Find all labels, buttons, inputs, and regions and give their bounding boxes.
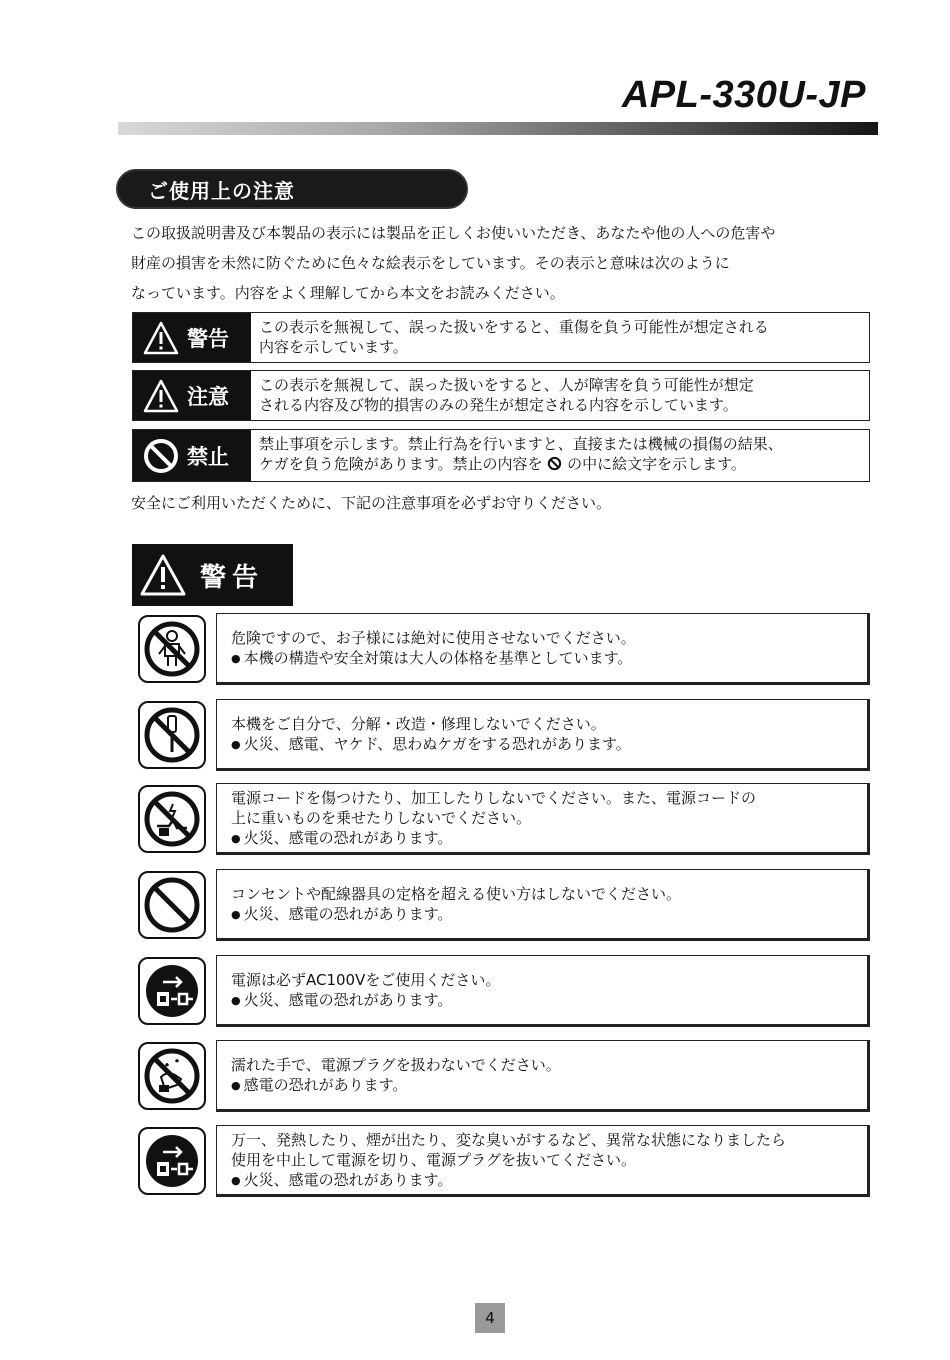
item-text-line: 本機をご自分で、分解・改造・修理しないでください。 bbox=[231, 714, 606, 733]
warning-item bbox=[138, 613, 870, 685]
unplug-icon bbox=[143, 1132, 201, 1190]
item-text-line: 電源は必ずAC100Vをご使用ください。 bbox=[231, 970, 501, 989]
warning-item-text bbox=[216, 699, 870, 771]
warning-item-icon-box bbox=[138, 957, 206, 1025]
warning-item-icon-box bbox=[138, 615, 206, 683]
legend-line: 禁止事項を示します。禁止行為を行いますと、直接または機械の損傷の結果、 bbox=[259, 435, 783, 453]
item-bullet-line: ● 火災、感電の恐れがあります。 bbox=[231, 1170, 853, 1191]
item-bullet-line: ● 本機の構造や安全対策は大人の体格を基準としています。 bbox=[231, 648, 853, 669]
warning-item-text bbox=[216, 1125, 870, 1197]
warning-item-icon-box bbox=[138, 785, 206, 853]
warning-item-text bbox=[216, 783, 870, 855]
legend-prohibited bbox=[132, 429, 870, 482]
warning-item bbox=[138, 699, 870, 771]
legend-warning-label: 警告 bbox=[187, 326, 229, 351]
legend-warning bbox=[132, 312, 870, 363]
no-disassembly-icon bbox=[143, 706, 201, 764]
warning-item bbox=[138, 869, 870, 941]
legend-prohibited-text bbox=[249, 430, 869, 481]
warning-section-label: 警告 bbox=[200, 562, 265, 593]
legend-prohibited-label: 禁止 bbox=[187, 444, 229, 469]
warning-item-text bbox=[216, 955, 870, 1027]
caution-triangle-icon bbox=[143, 379, 179, 413]
prohibited-small-icon bbox=[547, 456, 562, 471]
warning-item-icon-box bbox=[138, 1127, 206, 1195]
safety-note: 安全にご利用いただくために、下記の注意事項を必ずお守りください。 bbox=[131, 494, 612, 512]
warning-item bbox=[138, 1125, 870, 1197]
no-cord-damage-icon bbox=[143, 790, 201, 848]
prohibited-circle-icon bbox=[143, 438, 179, 474]
warning-item-icon-box bbox=[138, 701, 206, 769]
intro-line: なっています。内容をよく理解してから本文をお読みください。 bbox=[131, 284, 565, 302]
legend-warning-text bbox=[249, 313, 869, 362]
legend-caution bbox=[132, 370, 870, 421]
title-gradient-bar bbox=[118, 122, 878, 135]
legend-line: 内容を示しています。 bbox=[259, 338, 408, 356]
warning-item-text bbox=[216, 1040, 870, 1112]
item-text-line: 使用を中止して電源を切り、電源プラグを抜いてください。 bbox=[231, 1150, 637, 1169]
legend-line: される内容及び物的損害のみの発生が想定される内容を示しています。 bbox=[259, 396, 738, 414]
item-text-line: 電源コードを傷つけたり、加工したりしないでください。また、電源コードの bbox=[231, 788, 757, 807]
item-text-line: 危険ですので、お子様には絶対に使用させないでください。 bbox=[231, 628, 636, 647]
no-children-icon bbox=[143, 620, 201, 678]
prohibited-icon bbox=[143, 876, 201, 934]
warning-item-icon-box bbox=[138, 871, 206, 939]
item-bullet-line: ● 火災、感電の恐れがあります。 bbox=[231, 828, 853, 849]
intro-line: 財産の損害を未然に防ぐために色々な絵表示をしています。その表示と意味は次のように bbox=[131, 254, 730, 272]
legend-line-part: ケガを負う危険があります。禁止の内容を bbox=[259, 455, 543, 473]
warning-section-header bbox=[132, 544, 293, 606]
legend-caution-text bbox=[249, 371, 869, 420]
no-wet-hands-icon bbox=[143, 1047, 201, 1105]
item-bullet-line: ● 火災、感電、ヤケド、思わぬケガをする恐れがあります。 bbox=[231, 734, 853, 755]
item-bullet-line: ● 火災、感電の恐れがあります。 bbox=[231, 990, 853, 1011]
legend-line bbox=[259, 454, 861, 474]
section-title: ご使用上の注意 bbox=[148, 178, 295, 203]
warning-item bbox=[138, 955, 870, 1027]
warning-triangle-icon bbox=[143, 321, 179, 355]
item-text-line: コンセントや配線器具の定格を超える使い方はしないでください。 bbox=[231, 884, 682, 903]
warning-item-text bbox=[216, 613, 870, 685]
intro-line: この取扱説明書及び本製品の表示には製品を正しくお使いいただき、あなたや他の人への危害や bbox=[131, 224, 776, 242]
item-text-line: 万一、発熱したり、煙が出たり、変な臭いがするなど、異常な状態になりましたら bbox=[231, 1130, 787, 1149]
intro-paragraph bbox=[131, 218, 871, 308]
model-title: APL-330U-JP bbox=[621, 74, 866, 116]
legend-warning-label-box bbox=[133, 313, 249, 362]
legend-caution-label: 注意 bbox=[187, 384, 229, 409]
warning-item bbox=[138, 1040, 870, 1112]
item-text-line: 濡れた手で、電源プラグを扱わないでください。 bbox=[231, 1055, 561, 1074]
item-text-line: 上に重いものを乗せたりしないでください。 bbox=[231, 808, 532, 827]
legend-line: この表示を無視して、誤った扱いをすると、人が障害を負う可能性が想定 bbox=[259, 376, 754, 394]
legend-caution-label-box bbox=[133, 371, 249, 420]
page-number: 4 bbox=[475, 1303, 505, 1333]
warning-item-icon-box bbox=[138, 1042, 206, 1110]
legend-line: この表示を無視して、誤った扱いをすると、重傷を負う可能性が想定される bbox=[259, 318, 769, 336]
legend-line-part: の中に絵文字を示します。 bbox=[567, 455, 746, 473]
item-bullet-line: ● 火災、感電の恐れがあります。 bbox=[231, 904, 853, 925]
warning-item-text bbox=[216, 869, 870, 941]
item-bullet-line: ● 感電の恐れがあります。 bbox=[231, 1075, 853, 1096]
warning-triangle-icon bbox=[140, 554, 186, 596]
legend-prohibited-label-box bbox=[133, 430, 249, 481]
warning-item bbox=[138, 783, 870, 855]
section-heading bbox=[116, 169, 468, 209]
unplug-icon bbox=[143, 962, 201, 1020]
